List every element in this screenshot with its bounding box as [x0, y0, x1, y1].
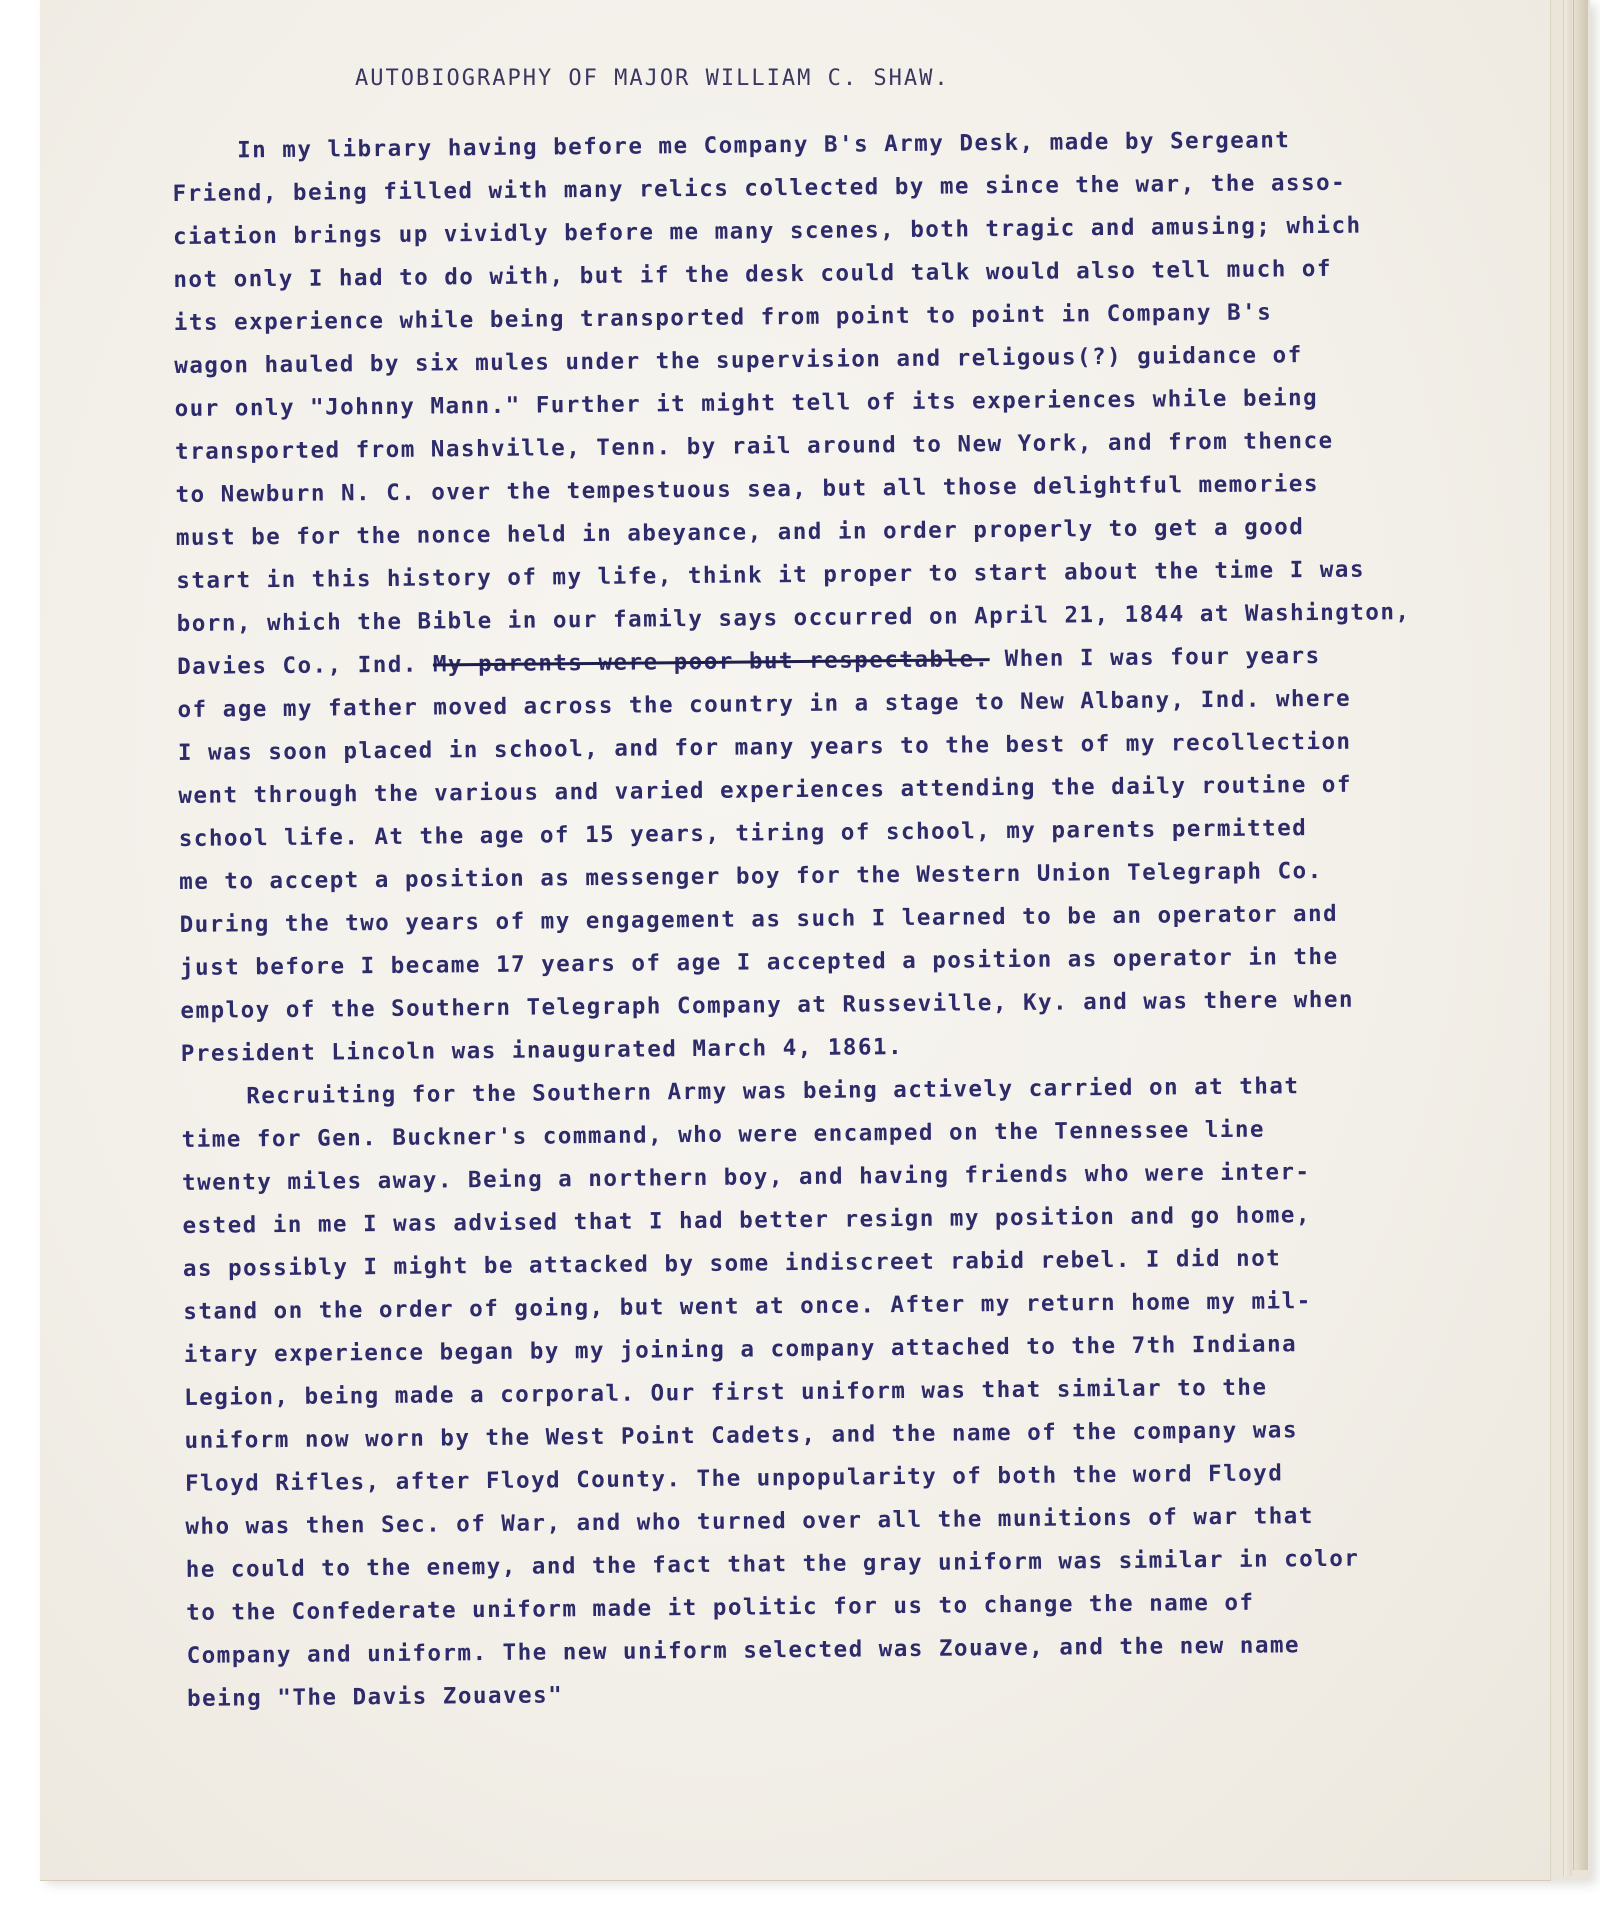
text-segment: When I was four years: [989, 642, 1321, 673]
text-line: as possibly I might be attacked by some indiscreet rabid rebel. I did not: [182, 1245, 1282, 1282]
page-edge: [1563, 0, 1572, 1876]
text-line: to Newburn N. C. over the tempestuous sea, but all those delightful memories: [175, 471, 1320, 508]
text-line: In my library having before me Company B's Army Desk, made by Sergeant: [237, 127, 1291, 164]
text-line: wagon hauled by six mules under the supervision and religous(?) guidance of: [174, 342, 1303, 379]
paragraph-2: [181, 1063, 1537, 1721]
paragraph-1: [172, 117, 1531, 1076]
text-line: of age my father moved across the country in a stage to New Albany, Ind. where: [177, 685, 1352, 723]
text-line: time for Gen. Buckner's command, who were encamped on the Tennessee line: [181, 1116, 1266, 1153]
text-line: uniform now worn by the West Point Cadets, and the name of the company was: [184, 1417, 1299, 1454]
text-line: I was soon placed in school, and for many years to the best of my recollection: [177, 728, 1352, 766]
text-line: our only "Johnny Mann." Further it might tell of its experiences while being: [174, 385, 1319, 422]
text-line: me to accept a position as messenger boy for the Western Union Telegraph Co.: [179, 857, 1323, 895]
text-line: ested in me I was advised that I had better resign my position and go home,: [182, 1202, 1312, 1239]
text-line: itary experience began by my joining a company attached to the 7th Indiana: [183, 1331, 1298, 1368]
text-line: went through the various and varied experiences attending the daily routine of: [178, 771, 1353, 809]
text-line: Friend, being filled with many relics collected by me since the war, the asso-: [172, 169, 1347, 207]
text-line: to the Confederate uniform made it politic for us to change the name of: [186, 1589, 1255, 1626]
text-line: must be for the nonce held in abeyance, and in order properly to get a good: [175, 514, 1305, 551]
text-line: twenty miles away. Being a northern boy, and having friends who were inter-: [181, 1159, 1311, 1196]
text-line: ciation brings up vividly before me many scenes, both tragic and amusing; which: [172, 212, 1362, 250]
text-line: employ of the Southern Telegraph Company at Russeville, Ky. and was there when: [180, 986, 1355, 1024]
text-line: Legion, being made a corporal. Our first uniform was that similar to the: [184, 1374, 1268, 1411]
text-line: Company and uniform. The new uniform selected was Zouave, and the new name: [186, 1632, 1301, 1669]
text-line: school life. At the age of 15 years, tiring of school, my parents permitted: [178, 815, 1308, 852]
text-line: born, which the Bible in our family says occurred on April 21, 1844 at Washington,: [176, 599, 1411, 637]
text-line: its experience while being transported from point to point in Company B's: [173, 299, 1273, 336]
document-body: [172, 117, 1537, 1721]
text-line: Floyd Rifles, after Floyd County. The unpopularity of both the word Floyd: [184, 1460, 1284, 1497]
text-line: During the two years of my engagement as such I learned to be an operator and: [179, 900, 1339, 938]
text-line: start in this history of my life, think it proper to start about the time I was: [176, 556, 1366, 594]
text-line: Recruiting for the Southern Army was being actively carried on at that: [246, 1073, 1300, 1110]
document-title: AUTOBIOGRAPHY OF MAJOR WILLIAM C. SHAW.: [355, 66, 950, 91]
text-line: being "The Davis Zouaves": [186, 1682, 564, 1712]
text-line: President Lincoln was inaugurated March 4, 1861.: [180, 1034, 904, 1067]
text-line: he could to the enemy, and the fact that the gray uniform was similar in color: [185, 1545, 1360, 1583]
text-line: not only I had to do with, but if the desk could talk would also tell much of: [173, 255, 1333, 293]
struck-text: My parents were poor but respectable.: [432, 646, 990, 678]
text-segment: Davies Co., Ind.: [177, 651, 434, 680]
text-line: who was then Sec. of War, and who turned over all the munitions of war that: [185, 1503, 1314, 1540]
text-line: transported from Nashville, Tenn. by rail around to New York, and from thence: [174, 427, 1334, 465]
text-line: stand on the order of going, but went at once. After my return home my mil-: [183, 1288, 1312, 1325]
text-line: just before I became 17 years of age I accepted a position as operator in the: [179, 943, 1339, 981]
page-edge: [1573, 0, 1588, 1870]
